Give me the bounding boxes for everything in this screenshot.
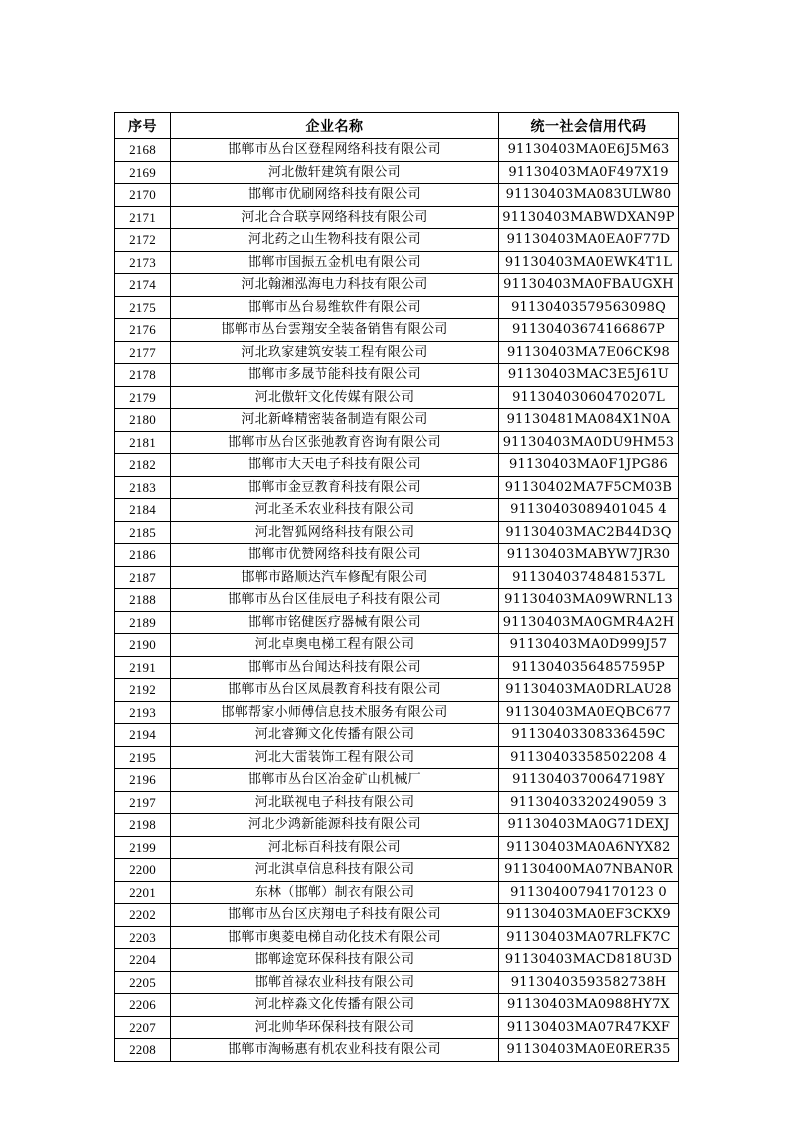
column-header-enterprise-name: 企业名称 bbox=[171, 113, 499, 139]
cell-enterprise-name: 河北玖家建筑安装工程有限公司 bbox=[171, 341, 499, 364]
table-row bbox=[115, 499, 679, 522]
cell-sequence: 2192 bbox=[115, 679, 171, 702]
cell-enterprise-name: 河北梓淼文化传播有限公司 bbox=[171, 994, 499, 1017]
cell-sequence: 2205 bbox=[115, 971, 171, 994]
table-row bbox=[115, 229, 679, 252]
cell-enterprise-name: 邯郸市铭健医疗器械有限公司 bbox=[171, 611, 499, 634]
cell-enterprise-name: 河北卓奥电梯工程有限公司 bbox=[171, 634, 499, 657]
cell-sequence: 2176 bbox=[115, 319, 171, 342]
cell-enterprise-name: 邯郸市多晟节能科技有限公司 bbox=[171, 364, 499, 387]
table-row bbox=[115, 454, 679, 477]
cell-credit-code: 91130481MA084X1N0A bbox=[499, 409, 679, 432]
cell-sequence: 2195 bbox=[115, 746, 171, 769]
table-row bbox=[115, 184, 679, 207]
cell-enterprise-name: 河北帅华环保科技有限公司 bbox=[171, 1016, 499, 1039]
enterprise-registry-table bbox=[114, 112, 679, 1062]
table-row bbox=[115, 701, 679, 724]
cell-enterprise-name: 邯郸帮家小师傅信息技术服务有限公司 bbox=[171, 701, 499, 724]
cell-sequence: 2204 bbox=[115, 949, 171, 972]
table-row bbox=[115, 251, 679, 274]
cell-enterprise-name: 邯郸市优赞网络科技有限公司 bbox=[171, 544, 499, 567]
table-row bbox=[115, 341, 679, 364]
table-row bbox=[115, 994, 679, 1017]
cell-enterprise-name: 河北傲轩文化传媒有限公司 bbox=[171, 386, 499, 409]
cell-enterprise-name: 河北少鸿新能源科技有限公司 bbox=[171, 814, 499, 837]
cell-enterprise-name: 邯郸市丛台区张弛教育咨询有限公司 bbox=[171, 431, 499, 454]
cell-credit-code: 91130400794170123 0 bbox=[499, 881, 679, 904]
cell-enterprise-name: 邯郸市丛台区庆翔电子科技有限公司 bbox=[171, 904, 499, 927]
cell-sequence: 2186 bbox=[115, 544, 171, 567]
cell-credit-code: 91130403593582738H bbox=[499, 971, 679, 994]
table-row bbox=[115, 724, 679, 747]
cell-enterprise-name: 邯郸市丛台雲翔安全装备销售有限公司 bbox=[171, 319, 499, 342]
cell-credit-code: 91130403MA0G71DEXJ bbox=[499, 814, 679, 837]
cell-credit-code: 91130403MAC3E5J61U bbox=[499, 364, 679, 387]
cell-sequence: 2169 bbox=[115, 161, 171, 184]
cell-credit-code: 91130403MABWDXAN9P bbox=[499, 206, 679, 229]
table-row bbox=[115, 431, 679, 454]
table-row bbox=[115, 161, 679, 184]
cell-sequence: 2175 bbox=[115, 296, 171, 319]
cell-enterprise-name: 河北淇卓信息科技有限公司 bbox=[171, 859, 499, 882]
cell-credit-code: 91130403MA0EQBC677 bbox=[499, 701, 679, 724]
table-row bbox=[115, 296, 679, 319]
column-header-sequence: 序号 bbox=[115, 113, 171, 139]
cell-sequence: 2194 bbox=[115, 724, 171, 747]
cell-credit-code: 91130403MA0EA0F77D bbox=[499, 229, 679, 252]
cell-sequence: 2189 bbox=[115, 611, 171, 634]
table-row bbox=[115, 926, 679, 949]
cell-sequence: 2191 bbox=[115, 656, 171, 679]
cell-enterprise-name: 河北合合联享网络科技有限公司 bbox=[171, 206, 499, 229]
cell-enterprise-name: 邯郸市路顺达汽车修配有限公司 bbox=[171, 566, 499, 589]
cell-sequence: 2199 bbox=[115, 836, 171, 859]
cell-credit-code: 91130403MA0GMR4A2H bbox=[499, 611, 679, 634]
cell-sequence: 2182 bbox=[115, 454, 171, 477]
table-row bbox=[115, 656, 679, 679]
cell-sequence: 2200 bbox=[115, 859, 171, 882]
cell-credit-code: 91130403700647198Y bbox=[499, 769, 679, 792]
table-row bbox=[115, 206, 679, 229]
table-row bbox=[115, 971, 679, 994]
cell-enterprise-name: 河北傲轩建筑有限公司 bbox=[171, 161, 499, 184]
table-row bbox=[115, 769, 679, 792]
table-row bbox=[115, 544, 679, 567]
cell-credit-code: 91130403MA0DRLAU28 bbox=[499, 679, 679, 702]
cell-enterprise-name: 邯郸市丛台区登程网络科技有限公司 bbox=[171, 139, 499, 162]
cell-credit-code: 91130403MA0E0RER35 bbox=[499, 1039, 679, 1062]
cell-sequence: 2180 bbox=[115, 409, 171, 432]
table-row bbox=[115, 386, 679, 409]
cell-enterprise-name: 邯郸途宽环保科技有限公司 bbox=[171, 949, 499, 972]
cell-credit-code: 91130403MA0DU9HM53 bbox=[499, 431, 679, 454]
cell-enterprise-name: 东林（邯郸）制衣有限公司 bbox=[171, 881, 499, 904]
cell-enterprise-name: 河北圣禾农业科技有限公司 bbox=[171, 499, 499, 522]
cell-sequence: 2172 bbox=[115, 229, 171, 252]
cell-enterprise-name: 邯郸市丛台易维软件有限公司 bbox=[171, 296, 499, 319]
cell-enterprise-name: 邯郸市淘畅惠有机农业科技有限公司 bbox=[171, 1039, 499, 1062]
cell-sequence: 2185 bbox=[115, 521, 171, 544]
cell-credit-code: 91130403358502208 4 bbox=[499, 746, 679, 769]
table-row bbox=[115, 791, 679, 814]
table-row bbox=[115, 589, 679, 612]
cell-credit-code: 91130403MAC2B44D3Q bbox=[499, 521, 679, 544]
cell-credit-code: 91130402MA7F5CM03B bbox=[499, 476, 679, 499]
cell-enterprise-name: 邯郸市金豆教育科技有限公司 bbox=[171, 476, 499, 499]
cell-enterprise-name: 河北大雷装饰工程有限公司 bbox=[171, 746, 499, 769]
cell-sequence: 2179 bbox=[115, 386, 171, 409]
cell-credit-code: 91130403579563098Q bbox=[499, 296, 679, 319]
cell-credit-code: 91130400MA07NBAN0R bbox=[499, 859, 679, 882]
cell-enterprise-name: 河北智狐网络科技有限公司 bbox=[171, 521, 499, 544]
table-row bbox=[115, 679, 679, 702]
cell-credit-code: 91130403089401045 4 bbox=[499, 499, 679, 522]
table-row bbox=[115, 814, 679, 837]
cell-sequence: 2198 bbox=[115, 814, 171, 837]
cell-credit-code: 91130403MA0FBAUGXH bbox=[499, 274, 679, 297]
cell-enterprise-name: 邯郸市丛台闻达科技有限公司 bbox=[171, 656, 499, 679]
table-row bbox=[115, 521, 679, 544]
table-row bbox=[115, 476, 679, 499]
table-row bbox=[115, 611, 679, 634]
cell-sequence: 2206 bbox=[115, 994, 171, 1017]
cell-enterprise-name: 河北新峰精密装备制造有限公司 bbox=[171, 409, 499, 432]
cell-credit-code: 91130403MA09WRNL13 bbox=[499, 589, 679, 612]
cell-enterprise-name: 邯郸市大天电子科技有限公司 bbox=[171, 454, 499, 477]
table-row bbox=[115, 364, 679, 387]
cell-credit-code: 91130403060470207L bbox=[499, 386, 679, 409]
cell-enterprise-name: 河北翰湘泓海电力科技有限公司 bbox=[171, 274, 499, 297]
cell-sequence: 2183 bbox=[115, 476, 171, 499]
cell-sequence: 2197 bbox=[115, 791, 171, 814]
table-row bbox=[115, 836, 679, 859]
cell-sequence: 2173 bbox=[115, 251, 171, 274]
cell-sequence: 2171 bbox=[115, 206, 171, 229]
table-row bbox=[115, 566, 679, 589]
cell-credit-code: 91130403564857595P bbox=[499, 656, 679, 679]
table-row bbox=[115, 746, 679, 769]
cell-sequence: 2168 bbox=[115, 139, 171, 162]
enterprise-registry-table-wrapper bbox=[114, 112, 678, 1062]
cell-enterprise-name: 邯郸市优刷网络科技有限公司 bbox=[171, 184, 499, 207]
cell-enterprise-name: 河北睿狮文化传播有限公司 bbox=[171, 724, 499, 747]
cell-sequence: 2196 bbox=[115, 769, 171, 792]
cell-credit-code: 91130403MABYW7JR30 bbox=[499, 544, 679, 567]
cell-sequence: 2181 bbox=[115, 431, 171, 454]
cell-credit-code: 91130403MACD818U3D bbox=[499, 949, 679, 972]
cell-enterprise-name: 邯郸市丛台区佳辰电子科技有限公司 bbox=[171, 589, 499, 612]
cell-credit-code: 91130403MA0D999J57 bbox=[499, 634, 679, 657]
cell-enterprise-name: 河北药之山生物科技有限公司 bbox=[171, 229, 499, 252]
cell-credit-code: 91130403MA083ULW80 bbox=[499, 184, 679, 207]
cell-enterprise-name: 邯郸市丛台区冶金矿山机械厂 bbox=[171, 769, 499, 792]
table-row bbox=[115, 409, 679, 432]
table-row bbox=[115, 949, 679, 972]
cell-enterprise-name: 邯郸市国振五金机电有限公司 bbox=[171, 251, 499, 274]
cell-credit-code: 91130403MA0EWK4T1L bbox=[499, 251, 679, 274]
table-row bbox=[115, 634, 679, 657]
table-row bbox=[115, 904, 679, 927]
table-header bbox=[115, 113, 679, 139]
cell-credit-code: 91130403MA0A6NYX82 bbox=[499, 836, 679, 859]
cell-sequence: 2177 bbox=[115, 341, 171, 364]
table-row bbox=[115, 859, 679, 882]
cell-sequence: 2178 bbox=[115, 364, 171, 387]
cell-sequence: 2190 bbox=[115, 634, 171, 657]
cell-sequence: 2188 bbox=[115, 589, 171, 612]
cell-sequence: 2201 bbox=[115, 881, 171, 904]
cell-credit-code: 91130403MA0F1JPG86 bbox=[499, 454, 679, 477]
cell-sequence: 2203 bbox=[115, 926, 171, 949]
cell-sequence: 2184 bbox=[115, 499, 171, 522]
cell-sequence: 2193 bbox=[115, 701, 171, 724]
cell-enterprise-name: 河北联视电子科技有限公司 bbox=[171, 791, 499, 814]
table-row bbox=[115, 881, 679, 904]
cell-sequence: 2208 bbox=[115, 1039, 171, 1062]
table-body bbox=[115, 139, 679, 1062]
cell-credit-code: 91130403748481537L bbox=[499, 566, 679, 589]
cell-credit-code: 91130403MA0EF3CKX9 bbox=[499, 904, 679, 927]
cell-credit-code: 91130403320249059 3 bbox=[499, 791, 679, 814]
cell-credit-code: 91130403308336459C bbox=[499, 724, 679, 747]
table-header-row bbox=[115, 113, 679, 139]
table-row bbox=[115, 274, 679, 297]
cell-sequence: 2187 bbox=[115, 566, 171, 589]
cell-credit-code: 91130403674166867P bbox=[499, 319, 679, 342]
cell-credit-code: 91130403MA7E06CK98 bbox=[499, 341, 679, 364]
table-row bbox=[115, 1016, 679, 1039]
cell-sequence: 2174 bbox=[115, 274, 171, 297]
cell-sequence: 2202 bbox=[115, 904, 171, 927]
table-row bbox=[115, 1039, 679, 1062]
cell-enterprise-name: 河北标百科技有限公司 bbox=[171, 836, 499, 859]
table-row bbox=[115, 139, 679, 162]
cell-enterprise-name: 邯郸市丛台区凤晨教育科技有限公司 bbox=[171, 679, 499, 702]
column-header-credit-code: 统一社会信用代码 bbox=[499, 113, 679, 139]
cell-credit-code: 91130403MA0F497X19 bbox=[499, 161, 679, 184]
cell-credit-code: 91130403MA0E6J5M63 bbox=[499, 139, 679, 162]
cell-sequence: 2170 bbox=[115, 184, 171, 207]
cell-enterprise-name: 邯郸首禄农业科技有限公司 bbox=[171, 971, 499, 994]
cell-enterprise-name: 邯郸市奥菱电梯自动化技术有限公司 bbox=[171, 926, 499, 949]
table-row bbox=[115, 319, 679, 342]
cell-credit-code: 91130403MA0988HY7X bbox=[499, 994, 679, 1017]
cell-sequence: 2207 bbox=[115, 1016, 171, 1039]
cell-credit-code: 91130403MA07RLFK7C bbox=[499, 926, 679, 949]
cell-credit-code: 91130403MA07R47KXF bbox=[499, 1016, 679, 1039]
